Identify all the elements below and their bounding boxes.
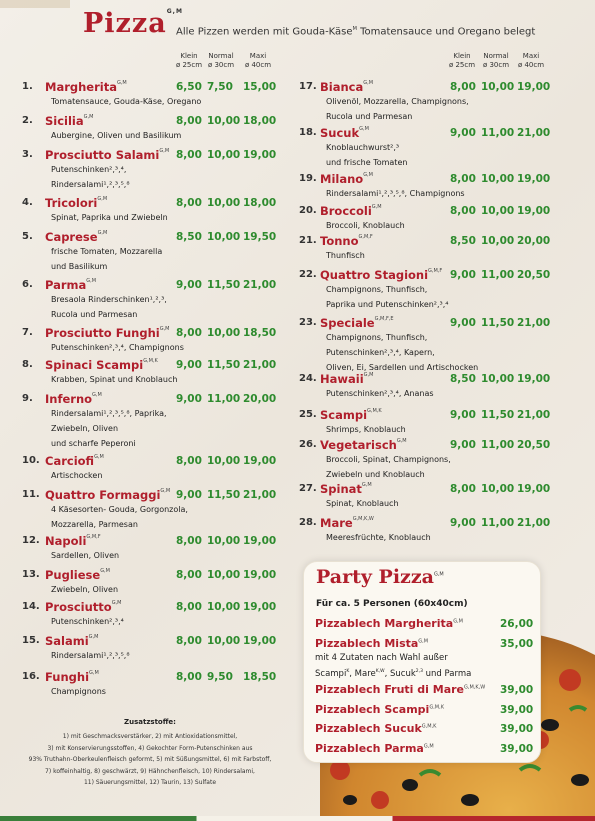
item-description: Zwiebeln und Knoblauch [326,470,425,479]
item-number: 16. [22,671,40,682]
price-klein: 9,00 [450,439,476,451]
item-name: Tonno$^{G,M,F}$ [320,234,373,248]
item-number: 18. [299,127,317,138]
item-description: Bresaola Rinderschinken¹,²,³, [51,295,167,304]
price-normal: 11,00 [481,269,515,281]
item-description: Putenschinken²,³,⁴, Ananas [326,389,434,398]
item-name: Inferno$^{G,M}$ [45,392,102,406]
party-pizza-box [303,561,541,763]
price-klein: 9,00 [450,269,476,281]
price-normal: 7,50 [207,81,233,93]
price-klein: 8,00 [176,671,202,683]
item-number: 25. [299,409,317,420]
item-number: 12. [22,535,40,546]
item-number: 6. [22,279,33,290]
item-description: Champignons, Thunfisch, [326,285,428,294]
price-klein: 9,00 [176,279,202,291]
price-normal: 11,00 [481,127,515,139]
party-item-desc: mit 4 Zutaten nach Wahl außer [315,653,448,663]
price-klein: 6,50 [176,81,202,93]
item-description: Tomatensauce, Gouda-Käse, Oregano [51,97,202,106]
price-klein: 9,00 [176,359,202,371]
price-normal: 11,00 [481,439,515,451]
item-number: 26. [299,439,317,450]
price-klein: 8,00 [450,205,476,217]
item-number: 13. [22,569,40,580]
price-maxi: 19,00 [243,569,277,581]
item-description: Champignons [51,687,106,696]
item-description: Olivenöl, Mozzarella, Champignons, [326,97,469,106]
item-number: 21. [299,235,317,246]
item-description: Champignons, Thunfisch, [326,333,428,342]
item-name: Sucuk$^{G,M}$ [320,126,369,140]
price-normal: 10,00 [207,455,241,467]
price-klein: 8,00 [176,635,202,647]
item-description: Mozzarella, Parmesan [51,520,138,529]
item-number: 23. [299,317,317,328]
item-number: 24. [299,373,317,384]
party-item-name: Pizzablech Parma$^{G,M}$ [315,742,434,755]
item-name: Margherita$^{G,M}$ [45,80,127,94]
party-item-price: 39,00 [500,704,534,716]
price-normal: 11,50 [207,279,241,291]
item-name: Carciofi$^{G,M}$ [45,454,104,468]
price-klein: 8,00 [176,569,202,581]
party-title: Party Pizza$^{G,M}$ [316,566,444,588]
price-maxi: 21,00 [243,359,277,371]
price-maxi: 19,00 [517,373,551,385]
item-number: 4. [22,197,33,208]
item-name: Prosciutto Funghi$^{G,M}$ [45,326,170,340]
price-klein: 8,00 [176,197,202,209]
item-name: Scampi$^{G,M,K}$ [320,408,382,422]
price-normal: 11,50 [207,359,241,371]
item-description: Oliven, Ei, Sardellen und Artischocken [326,363,479,372]
item-description: Putenschinken²,³,⁴, [51,165,127,174]
price-maxi: 20,50 [517,269,551,281]
item-description: Shrimps, Knoblauch [326,425,406,434]
price-klein: 8,00 [176,149,202,161]
item-description: Putenschinken²,³,⁴ [51,617,124,626]
item-name: Milano$^{G,M}$ [320,172,373,186]
price-maxi: 18,00 [243,197,277,209]
price-normal: 10,00 [481,81,515,93]
item-number: 11. [22,489,40,500]
item-name: Parma$^{G,M}$ [45,278,97,292]
item-name: Vegetarisch$^{G,M}$ [320,438,407,452]
party-item-name: Pizzablech Mista$^{G,M}$ [315,637,429,650]
price-maxi: 19,00 [517,205,551,217]
party-item-name: Pizzablech Margherita$^{G,M}$ [315,617,463,630]
item-description: Paprika und Putenschinken²,³,⁴ [326,300,449,309]
price-normal: 10,00 [481,205,515,217]
price-normal: 10,00 [481,235,515,247]
item-description: Rucola und Parmesan [51,310,138,319]
price-normal: 10,00 [481,373,515,385]
item-description: Rindersalami¹,²,³,⁵,⁸, Paprika, [51,409,167,418]
price-normal: 10,00 [207,569,241,581]
item-description: Thunfisch [326,251,365,260]
price-klein: 8,50 [450,235,476,247]
menu-page: Pizza$^{G,M}$ Alle Pizzen werden mit Gouda-Käse$^M$ Tomatensauce und Oregano belegt Klein ø 25cm Normal ø 30cm Maxi ø 40cm Klein ø 25cm Normal ø 30cm Maxi ø 40cm 1. Margherita$^{G,M}$ 6,50 7,50 15,00 Tomatensauce, Gouda-Käse, Oregano 2. Sicilia$^{G,M}$ 8,00 10,00 18,00 Aubergine, Oliven und Basilikum 3. Prosciutto Salami$^{G,M}$ 8,00 10,00 19,00 Putenschinken²,³,⁴, Rindersalami¹,²,³,⁵,⁸ 4. Tricolori$^{G,M}$ 8,00 10,00 18,00 Spinat, Paprika und Zwiebeln 5. Caprese$^{G,M}$ 8,50 10,00 19,50 frische Tomaten, Mozzarella und Basilikum 6. Parma$^{G,M}$ 9,00 11,50 21,00 Bresaola Rinderschinken¹,²,³, Rucola und Parmesan 7. Prosciutto Funghi$^{G,M}$ 8,00 10,00 18,50 Putenschinken²,³,⁴, Champignons 8. Spinaci Scampi$^{G,M,K}$ 9,00 11,50 21,00 Krabben, Spinat und Knoblauch 9. Inferno$^{G,M}$ 9,00 11,00 20,00 Rindersalami¹,²,³,⁵,⁸, Paprika, Zwiebeln, Oliven und scharfe Peperoni 10. Carciofi$^{G,M}$ 8,00 10,00 19,00 Artischocken 11. Quattro Formaggi$^{G,M}$ 9,00 11,50 21,00 4 Käsesorten- Gouda, Gorgonzola, Mozzarella, Parmesan 12. Napoli$^{G,M,F}$ 8,00 10,00 19,00 Sardellen, Oliven 13. Pugliese$^{G,M}$ 8,00 10,00 19,00 Zwiebeln, Oliven 14. Prosciutto$^{G,M}$ 8,00 10,00 19,00 Putenschinken²,³,⁴ 15. Salami$^{G,M}$ 8,00 10,00 19,00 Rindersalami¹,²,³,⁵,⁸ 16. Funghi$^{G,M}$ 8,00 9,50 18,50 Champignons 17. Bianca$^{G,M}$ 8,00 10,00 19,00 Olivenöl, Mozzarella, Champignons, Rucola und Parmesan 18. Sucuk$^{G,M}$ 9,00 11,00 21,00 Knoblauchwurst²,³ und frische Tomaten 19. Milano$^{G,M}$ 8,00 10,00 19,00 Rindersalami¹,²,³,⁵,⁸, Champignons 20. Broccoli$^{G,M}$ 8,00 10,00 19,00 Broccoli, Knoblauch 21. Tonno$^{G,M,F}$ 8,50 10,00 20,00 Thunfisch 22. Quattro Stagioni$^{G,M,F}$ 9,00 11,00 20,50 Champignons, Thunfisch, Paprika und Putenschinken²,³,⁴ 23. Speciale$^{G,M,F,E}$ 9,00 11,50 21,00 Champignons, Thunfisch, Putenschinken²,³,⁴, Kapern, Oliven, Ei, Sardellen und Artischocken 24. Hawaii$^{G,M}$ 8,50 10,00 19,00 Putenschinken²,³,⁴, Ananas 25. Scampi$^{G,M,K}$ 9,00 11,50 21,00 Shrimps, Knoblauch 26. Vegetarisch$^{G,M}$ 9,00 11,00 20,50 Broccoli, Spinat, Champignons, Zwiebeln und Knoblauch 27. Spinat$^{G,M}$ 8,00 10,00 19,00 Spinat, Knoblauch 28. Mare$^{G,M,K,W}$ 9,00 11,00 21,00 Meeresfrüchte, Knoblauch Zusatzstoffe: 1) mit Geschmacksverstärker, 2) mit Antioxidationsmittel, 3) mit Konservierungsstoffen, 4) Gekochter Form-Putenschinken aus 93% Truthahn-Oberkeulenfleisch geformt, 5) mit Süßungsmittel, 6) mit Farbstoff, 7) koffeinhaltig, 8) geschwärzt, 9) Hähnchenfleisch, 10) Rindersalami, 11) Säuerungsmittel, 12) Taurin, 13) Sulfate Party Pizza$^{G,M}$ Für ca. 5 Personen (60x40cm) Pizzablech Margherita$^{G,M}$ 26,00 Pizzablech Mista$^{G,M}$ 35,00 mit 4 Zutaten nach Wahl außer Scampi$^K$, Mare$^{K,W}$, Sucuk$^{2,3}$ und Parma Pizzablech Fruti di Mare$^{G,M,K,W}$ 39,00 Pizzablech Scampi$^{G,M,K}$ 39,00 Pizzablech Sucuk$^{G,M,K}$ 39,00 Pizzablech Parma$^{G,M}$ 39,00 [0,0,595,821]
item-description: Broccoli, Spinat, Champignons, [326,455,451,464]
decor-bar [0,0,70,8]
item-description: Rucola und Parmesan [326,112,413,121]
item-description: Knoblauchwurst²,³ [326,143,400,152]
party-subtitle: Für ca. 5 Personen (60x40cm) [316,599,468,609]
additives-title: Zusatzstoffe: [124,718,176,726]
price-maxi: 20,00 [517,235,551,247]
page-title: Pizza$^{G,M}$ [83,8,183,39]
price-klein: 8,00 [450,173,476,185]
item-description: Sardellen, Oliven [51,551,120,560]
item-description: und Basilikum [51,262,108,271]
item-name: Prosciutto Salami$^{G,M}$ [45,148,170,162]
price-normal: 11,50 [481,317,515,329]
price-maxi: 21,00 [243,279,277,291]
item-name: Napoli$^{G,M,F}$ [45,534,101,548]
item-number: 3. [22,149,33,160]
item-number: 28. [299,517,317,528]
italian-flag-stripe [0,816,595,821]
item-number: 5. [22,231,33,242]
item-name: Spinat$^{G,M}$ [320,482,372,496]
intro-text: Alle Pizzen werden mit Gouda-Käse$^M$ Tomatensauce und Oregano belegt [176,26,536,38]
item-description: 4 Käsesorten- Gouda, Gorgonzola, [51,505,188,514]
price-maxi: 20,00 [243,393,277,405]
item-name: Bianca$^{G,M}$ [320,80,374,94]
additives-list: 1) mit Geschmacksverstärker, 2) mit Antioxidationsmittel, 3) mit Konservierungsstoffen, 4) Gekochter Form-Putenschinken aus 93% Truthahn-Oberkeulenfleisch geformt, 5) mit Süßungsmittel, 6) mit Farbstoff, 7) koffeinhaltig, 8) geschwärzt, 9) Hähnchenfleisch, 10) Rindersalami, 11) Säuerungsmittel, 12) Taurin, 13) Sulfate [28,733,272,786]
price-normal: 10,00 [207,535,241,547]
party-item-price: 35,00 [500,638,534,650]
price-maxi: 19,00 [243,149,277,161]
item-description: Zwiebeln, Oliven [51,585,119,594]
item-name: Broccoli$^{G,M}$ [320,204,382,218]
item-number: 19. [299,173,317,184]
price-normal: 10,00 [207,601,241,613]
item-name: Quattro Formaggi$^{G,M}$ [45,488,171,502]
party-item-name: Pizzablech Scampi$^{G,M,K}$ [315,703,444,716]
price-normal: 10,00 [481,173,515,185]
party-item-price: 39,00 [500,743,534,755]
price-normal: 11,50 [207,489,241,501]
item-name: Speciale$^{G,M,F,E}$ [320,316,394,330]
price-maxi: 19,00 [243,601,277,613]
item-number: 22. [299,269,317,280]
price-normal: 10,00 [207,635,241,647]
item-name: Spinaci Scampi$^{G,M,K}$ [45,358,158,372]
price-normal: 10,00 [207,327,241,339]
price-maxi: 19,00 [517,173,551,185]
price-maxi: 20,50 [517,439,551,451]
price-klein: 9,00 [176,489,202,501]
item-description: Broccoli, Knoblauch [326,221,405,230]
item-number: 7. [22,327,33,338]
price-klein: 8,00 [176,601,202,613]
price-klein: 9,00 [176,393,202,405]
item-name: Caprese$^{G,M}$ [45,230,108,244]
price-maxi: 18,50 [243,671,277,683]
price-normal: 10,00 [207,231,241,243]
price-normal: 11,00 [207,393,241,405]
price-klein: 8,50 [176,231,202,243]
item-description: Rindersalami¹,²,³,⁵,⁸ [51,180,130,189]
item-name: Mare$^{G,M,K,W}$ [320,516,374,530]
item-number: 20. [299,205,317,216]
item-number: 15. [22,635,40,646]
price-maxi: 19,00 [243,455,277,467]
item-name: Sicilia$^{G,M}$ [45,114,94,128]
price-klein: 8,50 [450,373,476,385]
price-maxi: 18,00 [243,115,277,127]
price-klein: 9,00 [450,409,476,421]
price-maxi: 19,00 [243,535,277,547]
price-maxi: 21,00 [517,409,551,421]
price-klein: 9,00 [450,317,476,329]
price-klein: 8,00 [176,535,202,547]
item-description: und scharfe Peperoni [51,439,136,448]
party-item-name: Pizzablech Fruti di Mare$^{G,M,K,W}$ [315,683,486,696]
item-name: Quattro Stagioni$^{G,M,F}$ [320,268,443,282]
item-description: Aubergine, Oliven und Basilikum [51,131,182,140]
party-item-price: 39,00 [500,684,534,696]
item-description: Meeresfrüchte, Knoblauch [326,533,431,542]
price-klein: 9,00 [450,517,476,529]
price-normal: 10,00 [207,197,241,209]
price-normal: 11,00 [481,517,515,529]
item-description: Spinat, Knoblauch [326,499,399,508]
item-description: und frische Tomaten [326,158,408,167]
item-number: 17. [299,81,317,92]
item-number: 9. [22,393,33,404]
item-description: Spinat, Paprika und Zwiebeln [51,213,168,222]
price-maxi: 15,00 [243,81,277,93]
party-item-name: Pizzablech Sucuk$^{G,M,K}$ [315,722,437,735]
price-maxi: 19,50 [243,231,277,243]
item-description: Putenschinken²,³,⁴, Champignons [51,343,184,352]
party-item-price: 39,00 [500,723,534,735]
item-number: 27. [299,483,317,494]
item-name: Tricolori$^{G,M}$ [45,196,108,210]
price-klein: 9,00 [450,127,476,139]
price-maxi: 21,00 [243,489,277,501]
item-name: Pugliese$^{G,M}$ [45,568,110,582]
price-klein: 8,00 [450,483,476,495]
item-description: Rindersalami¹,²,³,⁵,⁸, Champignons [326,189,465,198]
party-item-desc: Scampi$^K$, Mare$^{K,W}$, Sucuk$^{2,3}$ und Parma [315,668,472,679]
price-klein: 8,00 [450,81,476,93]
price-klein: 8,00 [176,115,202,127]
price-maxi: 21,00 [517,317,551,329]
price-normal: 11,50 [481,409,515,421]
price-maxi: 19,00 [243,635,277,647]
price-maxi: 18,50 [243,327,277,339]
price-klein: 8,00 [176,455,202,467]
price-maxi: 21,00 [517,517,551,529]
price-maxi: 19,00 [517,81,551,93]
item-description: frische Tomaten, Mozzarella [51,247,163,256]
item-description: Zwiebeln, Oliven [51,424,119,433]
item-description: Artischocken [51,471,103,480]
price-maxi: 21,00 [517,127,551,139]
item-number: 10. [22,455,40,466]
item-number: 2. [22,115,33,126]
price-klein: 8,00 [176,327,202,339]
item-name: Funghi$^{G,M}$ [45,670,99,684]
item-description: Krabben, Spinat und Knoblauch [51,375,178,384]
price-normal: 10,00 [207,115,241,127]
party-item-price: 26,00 [500,618,534,630]
price-maxi: 19,00 [517,483,551,495]
item-name: Prosciutto$^{G,M}$ [45,600,122,614]
price-normal: 10,00 [207,149,241,161]
item-name: Hawaii$^{G,M}$ [320,372,374,386]
item-number: 8. [22,359,33,370]
item-number: 14. [22,601,40,612]
price-normal: 9,50 [207,671,233,683]
item-description: Rindersalami¹,²,³,⁵,⁸ [51,651,130,660]
item-description: Putenschinken²,³,⁴, Kapern, [326,348,435,357]
price-normal: 10,00 [481,483,515,495]
item-number: 1. [22,81,33,92]
item-name: Salami$^{G,M}$ [45,634,99,648]
